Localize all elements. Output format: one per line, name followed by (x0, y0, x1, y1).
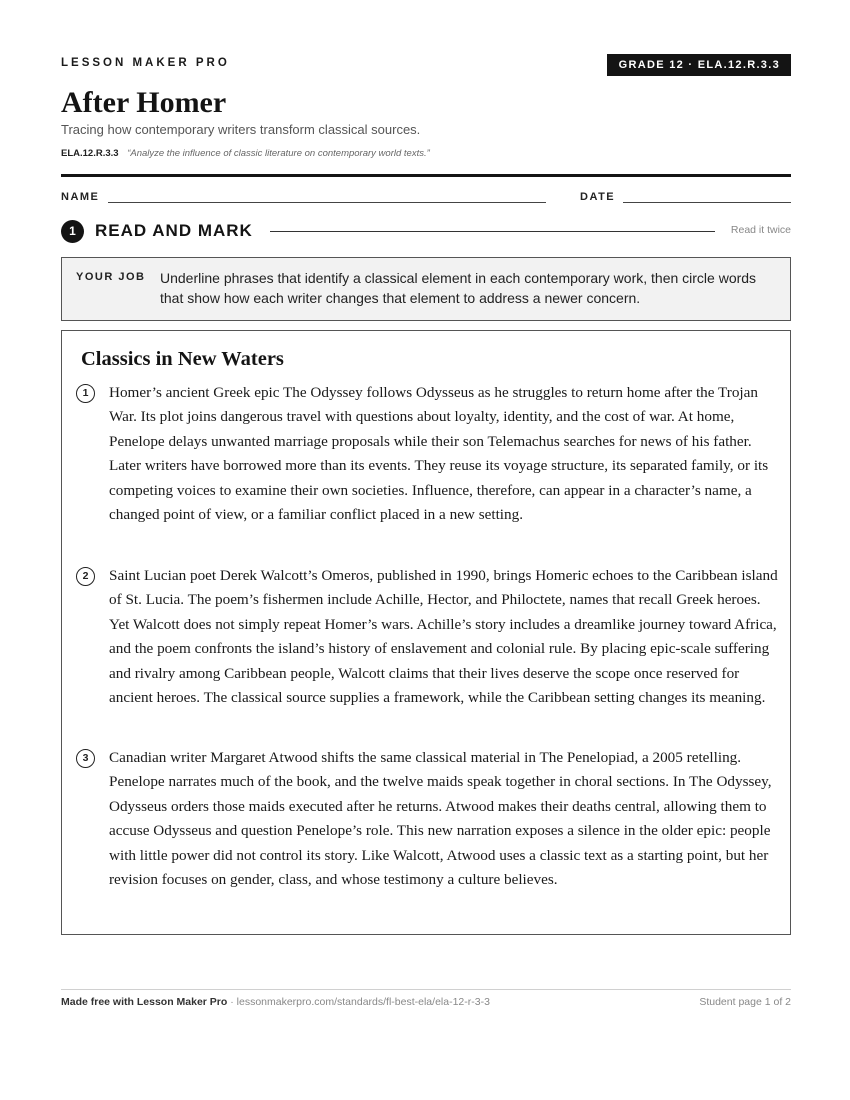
section-hint: Read it twice (730, 224, 791, 236)
job-label: YOUR JOB (76, 271, 146, 283)
page-title: After Homer (61, 86, 227, 119)
date-label: DATE (580, 191, 616, 203)
page-subtitle: Tracing how contemporary writers transform classical sources. (61, 122, 421, 137)
reading-passage (61, 330, 791, 935)
grade-badge: GRADE 12 · ELA.12.R.3.3 (607, 54, 791, 76)
name-field[interactable] (108, 202, 546, 203)
standard-code: ELA.12.R.3.3 (61, 148, 119, 159)
footer (61, 996, 791, 1008)
job-box (61, 257, 791, 321)
date-field[interactable] (623, 202, 791, 203)
paragraph-3: Canadian writer Margaret Atwood shifts the same classical material in The Penelopiad, a 2005 retelling. Penelope narrates much of the book, and the twelve maids speak together in choral sections. In The Odyssey, Odysseus orders those maids executed after he returns. Atwood makes their deaths central, allowing them to accuse Odysseus and question Penelope’s role. This new narration exposes a silence in the older epic: people with little power did not control its story. Like Walcott, Atwood uses a classic text as a starting point, but her revision focuses on gender, class, and whose testimony a culture believes. (109, 749, 772, 889)
section-header (61, 219, 791, 243)
paragraph-2: Saint Lucian poet Derek Walcott’s Omeros, published in 1990, brings Homeric echoes to the Caribbean island of St. Lucia. The poem’s fishermen include Achille, Hector, and Philoctete, names that recall Greek heroes. Yet Walcott does not simply repeat Homer’s wars. Achille’s story includes a dreamlike journey toward Africa, and the poem confronts the island’s history of enslavement and colonial rule. By placing epic-scale suffering and rivalry among Caribbean people, Walcott claims that their lives deserve the scope once reserved for ancient heroes. The classical source supplies a framework, while the Caribbean setting changes its meaning. (109, 567, 778, 707)
job-instructions: Underline phrases that identify a classical element in each contemporary work, then circle words that show how each writer changes that element to address a newer concern. (160, 270, 757, 306)
paragraph-number-1: 1 (76, 384, 95, 403)
top-bar (61, 56, 791, 78)
section-title: READ AND MARK (95, 221, 253, 240)
passage-title: Classics in New Waters (81, 348, 284, 370)
section-rule (270, 231, 715, 232)
name-label: NAME (61, 191, 100, 203)
standard-quote: “Analyze the influence of classic literature on contemporary world texts.” (127, 148, 430, 159)
footer-page-number: Student page 1 of 2 (699, 996, 791, 1008)
paragraph-number-2: 2 (76, 567, 95, 586)
brand-name: LESSON MAKER PRO (61, 57, 230, 69)
standard-line (61, 148, 430, 159)
footer-divider (61, 989, 791, 990)
paragraph-number-3: 3 (76, 749, 95, 768)
header-divider (61, 174, 791, 177)
paragraph-1: Homer’s ancient Greek epic The Odyssey follows Odysseus as he struggles to return home after the Trojan War. Its plot joins dangerous travel with questions about loyalty, identity, and the cost of war. At home, Penelope delays unwanted marriage proposals while their son Telemachus searches for news of his father. Later writers have borrowed more than its events. They reuse its voyage structure, its separated family, or its competing voices to examine their own societies. Influence, therefore, can appear in a character’s name, a changed point of view, or a familiar conflict placed in a new setting. (109, 384, 769, 524)
section-number-badge: 1 (61, 220, 84, 243)
footer-url[interactable]: · lessonmakerpro.com/standards/fl-best-ela/ela-12-r-3-3 (230, 996, 490, 1008)
footer-made-with: Made free with Lesson Maker Pro (61, 996, 228, 1008)
name-date-row (61, 190, 791, 206)
